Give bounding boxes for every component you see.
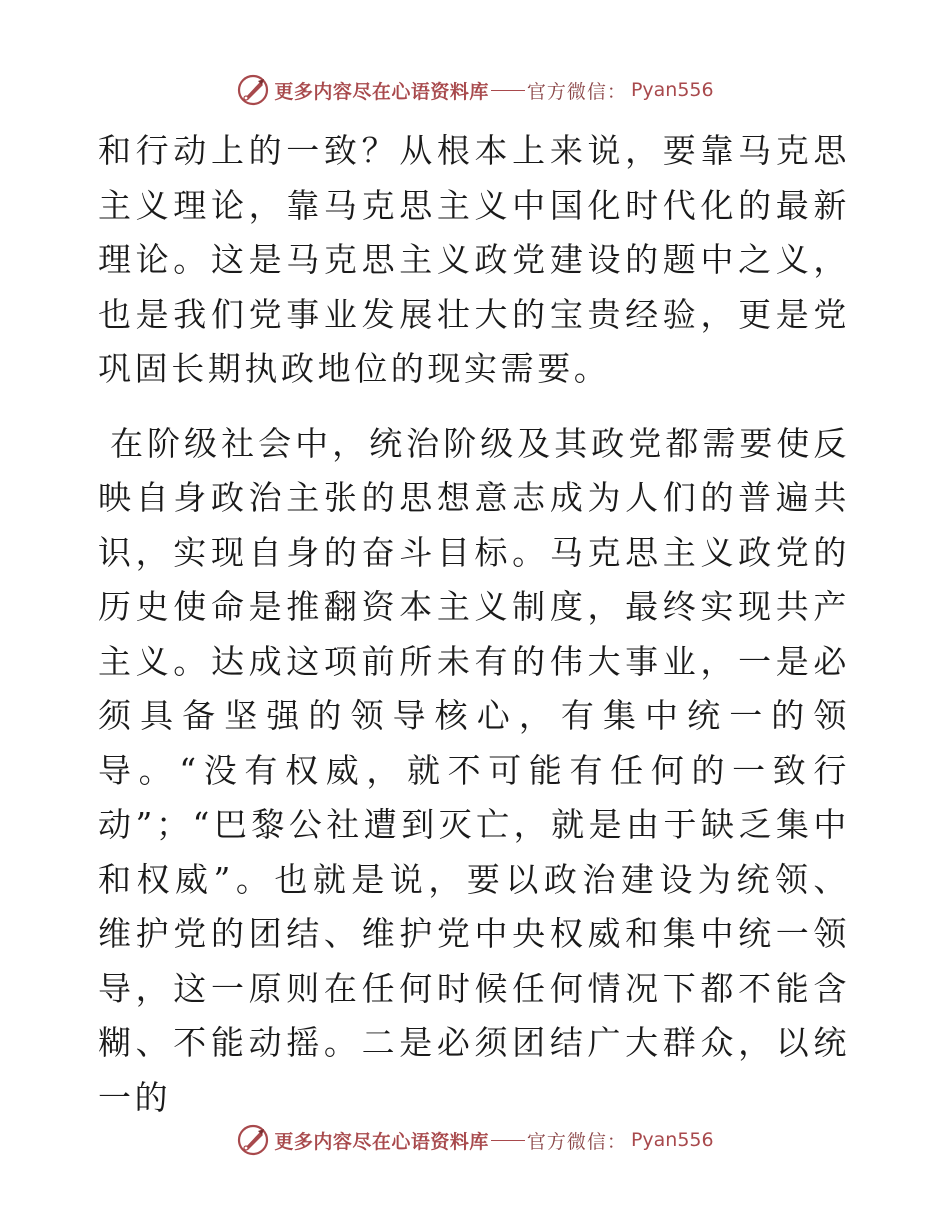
banner-main-text: 更多内容尽在心语资料库 [274, 80, 489, 103]
paragraph-2: 在阶级社会中，统治阶级及其政党都需要使反映自身政治主张的思想意志成为人们的普遍共识，实现自身的奋斗目标。马克思主义政党的历史使命是推翻资本主义制度，最终实现共产主义。达成这项前所未有的伟大事业，一是必须具备坚强的领导核心，有集中统一的领导。“没有权威，就不可能有任何的一致行动”；“巴黎公社遭到灭亡，就是由于缺乏集中和权威”。也就是说，要以政治建设为统领、维护党的团结、维护党中央权威和集中统一领导，这一原则在任何时候任何情况下都不能含糊、不能动摇。二是必须团结广大群众，以统一的 [98, 423, 850, 1117]
banner-sub-text: 官方微信： [526, 1130, 627, 1153]
paragraph-1: 和行动上的一致？从根本上来说，要靠马克思主义理论，靠马克思主义中国化时代化的最新理论。这是马克思主义政党建设的题中之义，也是我们党事业发展壮大的宝贵经验，更是党巩固长期执政地位的现实需要。 [98, 131, 850, 388]
banner-divider [491, 1140, 525, 1141]
quill-pen-logo-icon [236, 1123, 270, 1157]
document-body [98, 124, 850, 1125]
banner-wechat-id: Pyan556 [630, 79, 714, 101]
banner-sub-text: 官方微信： [526, 80, 627, 103]
footer-banner-inner [236, 1123, 713, 1157]
footer-banner [0, 1120, 950, 1160]
quill-pen-logo-icon [236, 73, 270, 107]
banner-wechat-id: Pyan556 [630, 1129, 714, 1151]
banner-main-text: 更多内容尽在心语资料库 [274, 1130, 489, 1153]
header-banner-inner [236, 73, 713, 107]
banner-divider [491, 90, 525, 91]
header-banner [0, 70, 950, 110]
